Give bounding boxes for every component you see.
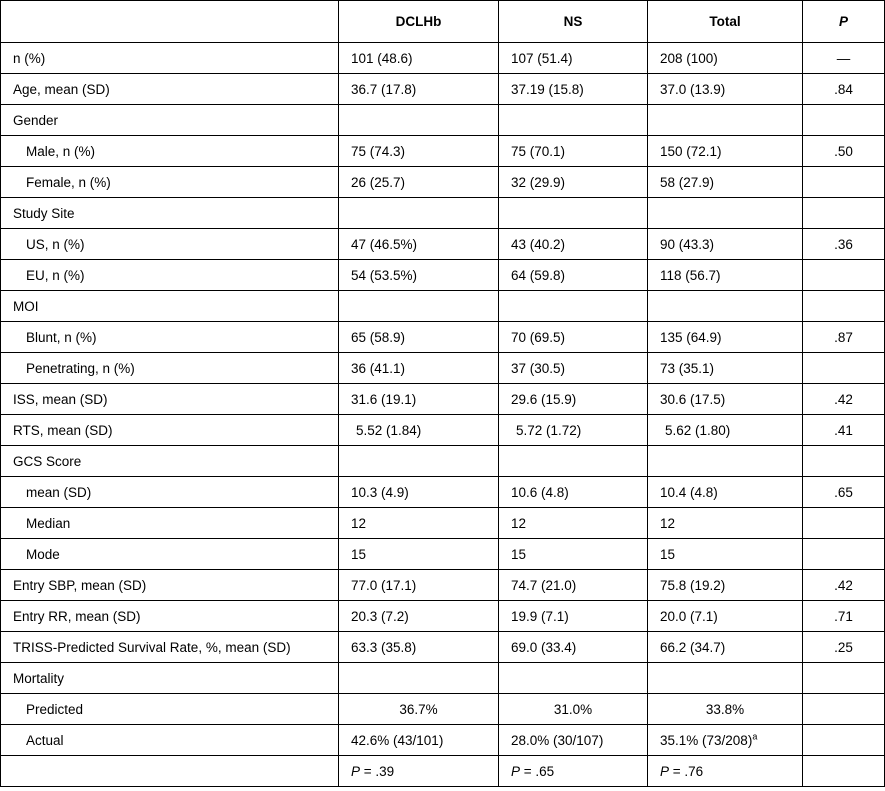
mortality-actual-row — [1, 725, 885, 756]
table-row — [1, 539, 885, 570]
total-value: 35.1% (73/208) — [660, 732, 753, 748]
row-label: Female, n (%) — [1, 167, 339, 198]
p-cell — [803, 353, 885, 384]
p-cell — [803, 260, 885, 291]
table-body — [1, 43, 885, 787]
table-row — [1, 446, 885, 477]
ns-cell: 75 (70.1) — [499, 136, 648, 167]
total-cell: 15 — [648, 539, 803, 570]
dclhb-cell: 47 (46.5%) — [339, 229, 499, 260]
p-cell — [803, 105, 885, 136]
table-row — [1, 322, 885, 353]
total-cell: 5.62 (1.80) — [648, 415, 803, 446]
p-cell: — — [803, 43, 885, 74]
row-label: Actual — [1, 725, 339, 756]
table-row — [1, 415, 885, 446]
total-cell — [648, 663, 803, 694]
table-row — [1, 105, 885, 136]
dclhb-cell: 20.3 (7.2) — [339, 601, 499, 632]
total-cell: 37.0 (13.9) — [648, 74, 803, 105]
p-cell — [803, 291, 885, 322]
table-row — [1, 663, 885, 694]
p-cell — [803, 539, 885, 570]
row-label: Study Site — [1, 198, 339, 229]
total-cell: 208 (100) — [648, 43, 803, 74]
table-row — [1, 229, 885, 260]
ns-cell: 107 (51.4) — [499, 43, 648, 74]
p-cell: .71 — [803, 601, 885, 632]
dclhb-cell: 42.6% (43/101) — [339, 725, 499, 756]
p-cell — [803, 694, 885, 725]
row-label: Entry SBP, mean (SD) — [1, 570, 339, 601]
row-label: Gender — [1, 105, 339, 136]
ns-cell: 28.0% (30/107) — [499, 725, 648, 756]
ns-cell: 10.6 (4.8) — [499, 477, 648, 508]
ns-cell: 15 — [499, 539, 648, 570]
ns-cell: 69.0 (33.4) — [499, 632, 648, 663]
ns-cell: 74.7 (21.0) — [499, 570, 648, 601]
row-label: Mode — [1, 539, 339, 570]
row-label: US, n (%) — [1, 229, 339, 260]
header-total: Total — [648, 1, 803, 43]
row-label: MOI — [1, 291, 339, 322]
table-row — [1, 136, 885, 167]
total-cell: 58 (27.9) — [648, 167, 803, 198]
p-cell: .65 — [803, 477, 885, 508]
ns-cell — [499, 105, 648, 136]
row-label: Median — [1, 508, 339, 539]
total-cell: 10.4 (4.8) — [648, 477, 803, 508]
ns-cell: 31.0% — [499, 694, 648, 725]
row-label: RTS, mean (SD) — [1, 415, 339, 446]
table-row — [1, 570, 885, 601]
dclhb-cell: 15 — [339, 539, 499, 570]
header-p: P — [803, 1, 885, 43]
ns-pvalue — [499, 756, 648, 787]
total-cell — [648, 446, 803, 477]
dclhb-cell: 36 (41.1) — [339, 353, 499, 384]
dclhb-cell — [339, 446, 499, 477]
table-row — [1, 508, 885, 539]
p-value: = .39 — [363, 763, 395, 779]
row-label: mean (SD) — [1, 477, 339, 508]
row-label: Blunt, n (%) — [1, 322, 339, 353]
dclhb-cell — [339, 663, 499, 694]
ns-cell: 12 — [499, 508, 648, 539]
ns-cell — [499, 198, 648, 229]
table-row — [1, 74, 885, 105]
p-cell: .25 — [803, 632, 885, 663]
p-cell — [803, 198, 885, 229]
row-label — [1, 756, 339, 787]
total-cell: 90 (43.3) — [648, 229, 803, 260]
row-label: Age, mean (SD) — [1, 74, 339, 105]
p-cell: .87 — [803, 322, 885, 353]
p-cell — [803, 663, 885, 694]
total-cell: 33.8% — [648, 694, 803, 725]
p-value: = .76 — [672, 763, 704, 779]
footnote-marker: a — [752, 731, 758, 741]
total-cell: 12 — [648, 508, 803, 539]
table-row — [1, 167, 885, 198]
table-row — [1, 477, 885, 508]
dclhb-cell: 63.3 (35.8) — [339, 632, 499, 663]
p-cell — [803, 725, 885, 756]
total-cell: 30.6 (17.5) — [648, 384, 803, 415]
ns-cell: 32 (29.9) — [499, 167, 648, 198]
row-label: EU, n (%) — [1, 260, 339, 291]
row-label: Male, n (%) — [1, 136, 339, 167]
total-cell: 75.8 (19.2) — [648, 570, 803, 601]
dclhb-pvalue — [339, 756, 499, 787]
ns-cell: 19.9 (7.1) — [499, 601, 648, 632]
ns-cell: 29.6 (15.9) — [499, 384, 648, 415]
p-cell — [803, 446, 885, 477]
p-cell — [803, 167, 885, 198]
ns-cell — [499, 446, 648, 477]
dclhb-cell: 36.7 (17.8) — [339, 74, 499, 105]
dclhb-cell: 5.52 (1.84) — [339, 415, 499, 446]
dclhb-cell — [339, 105, 499, 136]
total-cell — [648, 198, 803, 229]
total-cell: 118 (56.7) — [648, 260, 803, 291]
p-symbol: P — [511, 763, 521, 779]
p-value: = .65 — [523, 763, 555, 779]
dclhb-cell: 75 (74.3) — [339, 136, 499, 167]
row-label: GCS Score — [1, 446, 339, 477]
table-row — [1, 384, 885, 415]
table-row — [1, 632, 885, 663]
p-cell — [803, 508, 885, 539]
table-row — [1, 198, 885, 229]
p-cell: .42 — [803, 384, 885, 415]
dclhb-cell: 31.6 (19.1) — [339, 384, 499, 415]
dclhb-cell: 65 (58.9) — [339, 322, 499, 353]
p-cell: .50 — [803, 136, 885, 167]
dclhb-cell — [339, 291, 499, 322]
dclhb-cell: 101 (48.6) — [339, 43, 499, 74]
total-cell: 135 (64.9) — [648, 322, 803, 353]
row-label: Mortality — [1, 663, 339, 694]
dclhb-cell: 54 (53.5%) — [339, 260, 499, 291]
total-cell: 66.2 (34.7) — [648, 632, 803, 663]
header-ns: NS — [499, 1, 648, 43]
total-cell: 73 (35.1) — [648, 353, 803, 384]
table-row — [1, 43, 885, 74]
dclhb-cell: 26 (25.7) — [339, 167, 499, 198]
total-pvalue — [648, 756, 803, 787]
table-header-row — [1, 1, 885, 43]
p-cell — [803, 756, 885, 787]
ns-cell — [499, 291, 648, 322]
p-symbol: P — [660, 763, 670, 779]
p-cell: .42 — [803, 570, 885, 601]
ns-cell: 37 (30.5) — [499, 353, 648, 384]
dclhb-cell: 36.7% — [339, 694, 499, 725]
p-cell: .41 — [803, 415, 885, 446]
total-cell: 20.0 (7.1) — [648, 601, 803, 632]
ns-cell: 5.72 (1.72) — [499, 415, 648, 446]
p-cell: .36 — [803, 229, 885, 260]
total-cell — [648, 725, 803, 756]
total-cell — [648, 105, 803, 136]
header-empty — [1, 1, 339, 43]
p-cell: .84 — [803, 74, 885, 105]
ns-cell — [499, 663, 648, 694]
row-label: TRISS-Predicted Survival Rate, %, mean (SD) — [1, 632, 339, 663]
ns-cell: 43 (40.2) — [499, 229, 648, 260]
mortality-predicted-row — [1, 694, 885, 725]
total-cell — [648, 291, 803, 322]
ns-cell: 64 (59.8) — [499, 260, 648, 291]
ns-cell: 37.19 (15.8) — [499, 74, 648, 105]
table-row — [1, 260, 885, 291]
p-symbol: P — [351, 763, 361, 779]
table-row — [1, 353, 885, 384]
mortality-pvalue-row — [1, 756, 885, 787]
row-label: Predicted — [1, 694, 339, 725]
table-row — [1, 291, 885, 322]
dclhb-cell: 12 — [339, 508, 499, 539]
header-dclhb: DCLHb — [339, 1, 499, 43]
dclhb-cell: 77.0 (17.1) — [339, 570, 499, 601]
ns-cell: 70 (69.5) — [499, 322, 648, 353]
table-row — [1, 601, 885, 632]
dclhb-cell: 10.3 (4.9) — [339, 477, 499, 508]
row-label: Penetrating, n (%) — [1, 353, 339, 384]
row-label: ISS, mean (SD) — [1, 384, 339, 415]
dclhb-cell — [339, 198, 499, 229]
total-cell: 150 (72.1) — [648, 136, 803, 167]
row-label: Entry RR, mean (SD) — [1, 601, 339, 632]
row-label: n (%) — [1, 43, 339, 74]
